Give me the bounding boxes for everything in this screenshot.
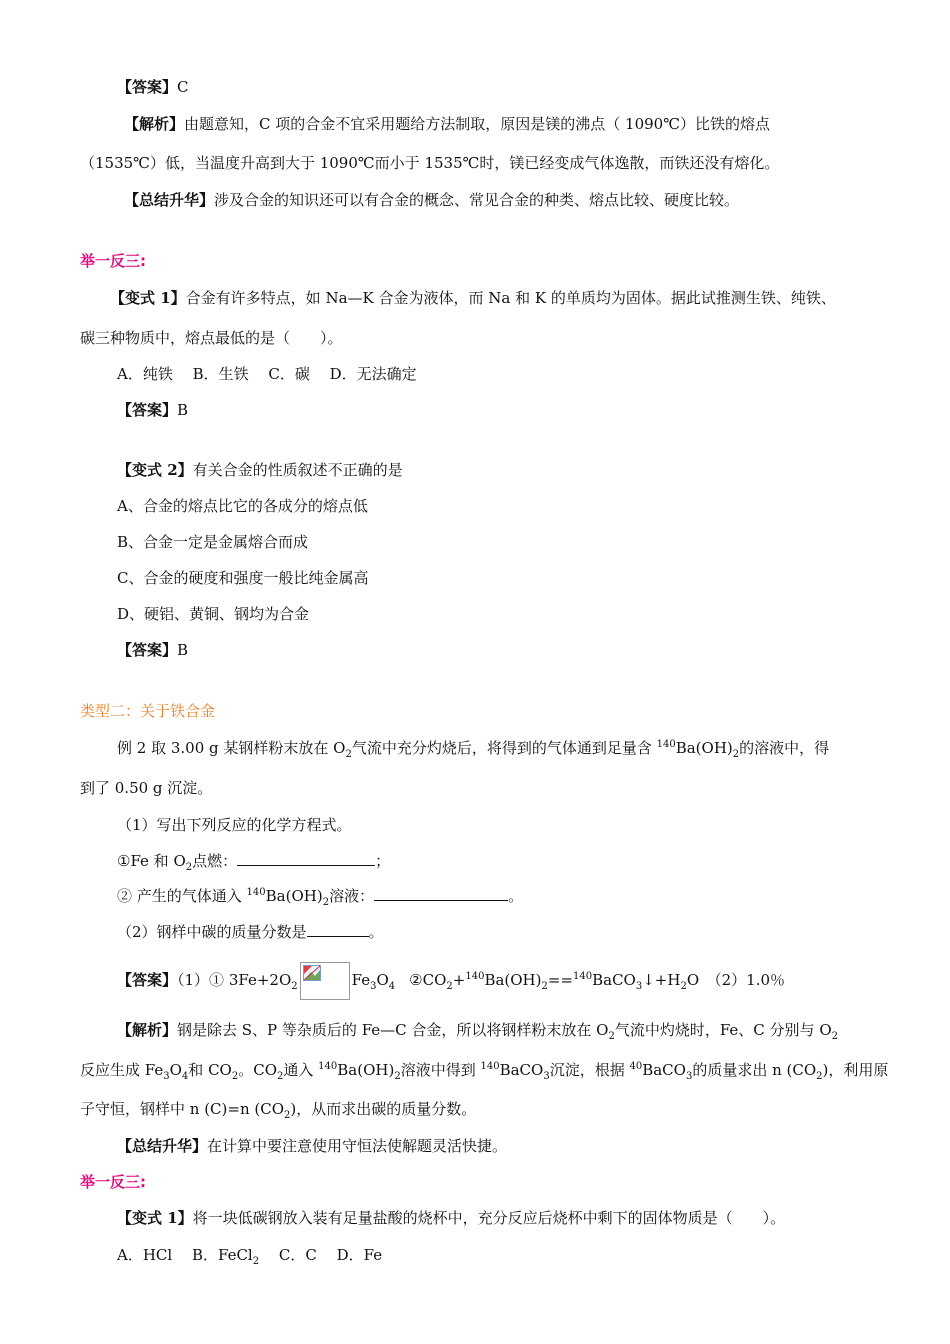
example2-line-2: 到了 0.50 g 沉淀。 <box>80 779 213 797</box>
analysis-line-1 <box>124 114 770 134</box>
sup-140: 140 <box>656 739 676 750</box>
q2-text: （2）钢样中碳的质量分数是 <box>117 923 307 941</box>
answer-seg-9: ↓+H <box>642 971 681 989</box>
sub-2: 2 <box>816 1071 823 1082</box>
sup-140: 140 <box>246 887 266 898</box>
type2-analysis-line-1 <box>117 1020 838 1040</box>
sup-140: 140 <box>465 971 485 982</box>
type2-answer-label: 【答案】 <box>117 971 178 989</box>
q2-line <box>117 922 384 942</box>
sub-4: 4 <box>181 1071 189 1082</box>
variant1-label: 【变式 1】 <box>110 289 186 307</box>
variant2-option-a: A、合金的熔点比它的各成分的熔点低 <box>117 497 368 515</box>
type2-heading: 类型二：关于铁合金 <box>80 702 216 720</box>
q1-a-line <box>117 851 390 871</box>
type2-summary-text: 在计算中要注意使用守恒法使解题灵活快捷。 <box>207 1137 508 1155</box>
example2-text-c: Ba(OH) <box>675 739 733 757</box>
q1-b-text-1: ② 产生的气体通入 <box>117 887 247 905</box>
a2-seg-1: 反应生成 Fe <box>80 1061 164 1079</box>
variant1-line-1 <box>110 288 836 308</box>
a2-seg-12: )，利用原 <box>822 1061 889 1079</box>
type2-summary-line <box>117 1136 507 1156</box>
q1-b-end: 。 <box>508 887 524 905</box>
type2-analysis-line-2 <box>80 1060 888 1080</box>
q1-b-text-3: 溶液： <box>329 887 375 905</box>
q1-a-text-1: ①Fe 和 O <box>117 852 186 870</box>
type2-analysis-label: 【解析】 <box>117 1021 178 1039</box>
analysis-line-2 <box>80 153 779 173</box>
summary-line-1 <box>124 190 739 210</box>
variant1-answer <box>117 400 188 420</box>
sup-140: 140 <box>573 971 593 982</box>
a2-seg-10: BaCO <box>642 1061 686 1079</box>
a3-seg-1: 子守恒，钢样中 n (C)=n (CO <box>80 1100 285 1118</box>
q2-end: 。 <box>368 923 384 941</box>
sub-2: 2 <box>394 1071 401 1082</box>
example2-text-b: 气流中充分灼烧后，将得到的气体通到足量含 <box>351 739 657 757</box>
type2-answer-line <box>117 962 785 1000</box>
q1-a-text-2: 点燃： <box>192 852 238 870</box>
sub-3: 3 <box>370 981 377 992</box>
sup-140: 140 <box>480 1061 500 1072</box>
variant2-answer <box>117 640 188 660</box>
practice2-variant1-question: 将一块低碳钢放入装有足量盐酸的烧杯中，充分反应后烧杯中剩下的固体物质是（ ）。 <box>192 1209 786 1227</box>
answer-seg-2: Fe <box>351 971 371 989</box>
sub-2: 2 <box>291 981 298 992</box>
answer-line-1 <box>117 77 189 97</box>
q1-line: （1）写出下列反应的化学方程式。 <box>117 816 352 834</box>
a2-seg-8: BaCO <box>499 1061 544 1079</box>
analysis-text-1: 由题意知，C 项的合金不宜采用题给方法制取，原因是镁的沸点（ 1090℃）比铁的熔点 <box>184 115 770 133</box>
sub-2: 2 <box>345 749 352 760</box>
practice2-variant1-label: 【变式 1】 <box>117 1209 193 1227</box>
variant2-option-c: C、合金的硬度和强度一般比纯金属高 <box>117 569 369 587</box>
summary-text: 涉及合金的知识还可以有合金的概念、常见合金的种类、熔点比较、硬度比较。 <box>214 191 740 209</box>
sub-3: 3 <box>685 1071 693 1082</box>
sub-3: 3 <box>543 1071 550 1082</box>
type2-analysis-line-3 <box>80 1099 476 1119</box>
sub-2: 2 <box>608 1031 615 1042</box>
a3-seg-2: )，从而求出碳的质量分数。 <box>290 1100 477 1118</box>
answer-seg-3: O <box>376 971 389 989</box>
example2-text-d: 的溶液中，得 <box>739 739 830 757</box>
variant2-option-d: D、硬铝、黄铜、钢均为合金 <box>117 605 310 623</box>
sub-2: 2 <box>185 862 193 873</box>
answer-label: 【答案】 <box>117 78 178 96</box>
sub-3: 3 <box>163 1071 170 1082</box>
p2-options-seg-2: C．C D．Fe <box>259 1246 383 1264</box>
type2-summary-label: 【总结升华】 <box>117 1137 208 1155</box>
broken-image-icon <box>303 965 321 981</box>
example2-text-a: 例 2 取 3.00 g 某钢样粉末放在 O <box>117 739 346 757</box>
answer-value: C <box>177 78 189 96</box>
sub-2: 2 <box>277 1071 284 1082</box>
sub-3: 3 <box>635 981 643 992</box>
example2-line-1 <box>117 738 829 758</box>
sub-2: 2 <box>680 981 687 992</box>
analysis-text-2: （1535℃）低，当温度升高到大于 1090℃而小于 1535℃时，镁已经变成气体逸散，而铁还没有熔化。 <box>80 154 780 172</box>
a2-seg-4: 。CO <box>238 1061 277 1079</box>
variant1-text-1: 合金有许多特点，如 Na—K 合金为液体，而 Na 和 K 的单质均为固体。据此试推测生铁、纯铁、 <box>185 289 836 307</box>
practice2-variant1-line <box>117 1208 785 1228</box>
reaction-condition-image <box>300 962 350 1000</box>
q1-b-text-2: Ba(OH) <box>265 887 323 905</box>
summary-label: 【总结升华】 <box>124 191 215 209</box>
sub-2: 2 <box>831 1031 838 1042</box>
sup-140: 140 <box>318 1061 338 1072</box>
a2-seg-5: 通入 <box>283 1061 319 1079</box>
answer-seg-4: ②CO <box>409 971 447 989</box>
type2-analysis-seg-1: 钢是除去 S、P 等杂质后的 Fe—C 合金，所以将钢样粉末放在 O <box>177 1021 609 1039</box>
q1-b-line <box>117 886 523 906</box>
blank-q2[interactable] <box>307 922 369 937</box>
answer-seg-10: O （2）1.0％ <box>686 971 786 989</box>
sub-2: 2 <box>541 981 548 992</box>
sub-2: 2 <box>231 1071 239 1082</box>
practice-heading-1: 举一反三: <box>80 252 146 270</box>
a2-seg-6: Ba(OH) <box>337 1061 395 1079</box>
variant1-answer-label: 【答案】 <box>117 401 178 419</box>
practice2-variant1-options <box>117 1245 382 1265</box>
q1-a-end: ； <box>375 852 391 870</box>
sub-2: 2 <box>446 981 453 992</box>
variant1-answer-value: B <box>177 401 189 419</box>
blank-q1-b[interactable] <box>374 886 508 901</box>
type2-analysis-seg-2: 气流中灼烧时，Fe、C 分别与 O <box>614 1021 832 1039</box>
variant2-line <box>117 460 403 480</box>
variant2-label: 【变式 2】 <box>117 461 193 479</box>
sup-40: 40 <box>629 1061 643 1072</box>
variant1-line-2: 碳三种物质中，熔点最低的是（ ）。 <box>80 329 343 347</box>
sub-2: 2 <box>284 1110 291 1121</box>
sub-2: 2 <box>252 1256 260 1267</box>
answer-seg-5: + <box>452 971 466 989</box>
variant2-question: 有关合金的性质叙述不正确的是 <box>192 461 403 479</box>
practice-heading-2: 举一反三: <box>80 1173 146 1191</box>
variant1-options: A．纯铁 B．生铁 C．碳 D．无法确定 <box>117 365 417 383</box>
a2-seg-2: O <box>169 1061 182 1079</box>
answer-seg-6: Ba(OH) <box>484 971 542 989</box>
sub-2: 2 <box>732 749 740 760</box>
answer-seg-1: （1）① 3Fe+2O <box>177 971 292 989</box>
a2-seg-11: 的质量求出 n (CO <box>692 1061 817 1079</box>
variant2-answer-value: B <box>177 641 189 659</box>
a2-seg-7: 溶液中得到 <box>400 1061 481 1079</box>
p2-options-seg-1: A．HCl B．FeCl <box>117 1246 253 1264</box>
sub-2: 2 <box>322 897 330 908</box>
sub-4: 4 <box>388 981 396 992</box>
variant2-answer-label: 【答案】 <box>117 641 178 659</box>
variant2-option-b: B、合金一定是金属熔合而成 <box>117 533 309 551</box>
a2-seg-9: 沉淀，根据 <box>549 1061 630 1079</box>
analysis-label: 【解析】 <box>124 115 185 133</box>
blank-q1-a[interactable] <box>237 851 375 866</box>
a2-seg-3: 和 CO <box>188 1061 232 1079</box>
answer-seg-8: BaCO <box>592 971 636 989</box>
answer-seg-7: == <box>547 971 574 989</box>
